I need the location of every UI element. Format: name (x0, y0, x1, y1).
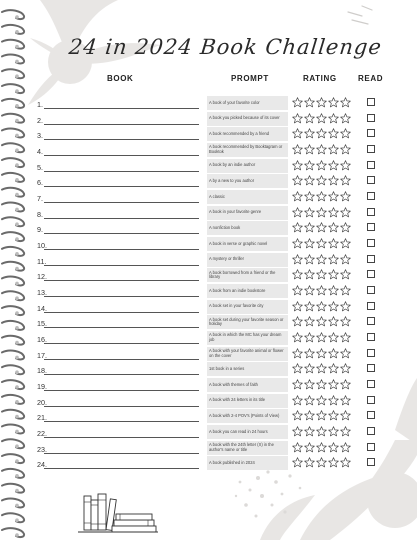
prompt-cell: A nonfiction book (207, 221, 288, 235)
star-outline-icon[interactable] (304, 363, 315, 374)
rating-stars (292, 316, 351, 328)
spiral-loop (2, 10, 24, 19)
rating-stars (292, 410, 351, 422)
table-row (0, 190, 417, 205)
table-row (0, 425, 417, 440)
rating-stars (292, 395, 351, 407)
book-title-line[interactable] (44, 249, 199, 250)
star-outline-icon[interactable] (340, 442, 351, 453)
star-outline-icon[interactable] (292, 191, 303, 202)
star-outline-icon[interactable] (304, 269, 315, 280)
book-title-line[interactable] (44, 155, 199, 156)
book-title-line[interactable] (44, 280, 199, 281)
book-title-line[interactable] (44, 124, 199, 125)
prompt-cell: A book you picked because of its cover (207, 112, 288, 126)
star-outline-icon[interactable] (316, 332, 327, 343)
read-checkbox[interactable] (367, 411, 375, 419)
star-outline-icon[interactable] (316, 207, 327, 218)
star-outline-icon[interactable] (328, 379, 339, 390)
star-outline-icon[interactable] (304, 175, 315, 186)
star-outline-icon[interactable] (292, 113, 303, 124)
star-outline-icon[interactable] (340, 410, 351, 421)
spiral-loop (2, 499, 24, 508)
prompt-cell: A book in your favorite genre (207, 206, 288, 220)
read-checkbox[interactable] (367, 364, 375, 372)
star-outline-icon[interactable] (328, 128, 339, 139)
star-outline-icon[interactable] (316, 254, 327, 265)
prompt-cell: A book with themes of faith (207, 378, 288, 392)
spiral-loop (2, 528, 24, 537)
star-outline-icon[interactable] (316, 175, 327, 186)
prompt-cell: A book set in your favorite city (207, 300, 288, 314)
star-outline-icon[interactable] (340, 238, 351, 249)
row-number: 24. (37, 460, 47, 470)
row-number: 20. (37, 397, 47, 407)
star-outline-icon[interactable] (292, 285, 303, 296)
star-outline-icon[interactable] (304, 426, 315, 437)
book-title-line[interactable] (44, 406, 199, 407)
star-outline-icon[interactable] (340, 379, 351, 390)
header-read: READ (358, 74, 384, 83)
star-outline-icon[interactable] (304, 207, 315, 218)
star-outline-icon[interactable] (304, 285, 315, 296)
star-outline-icon[interactable] (292, 410, 303, 421)
rating-stars (292, 457, 351, 469)
star-outline-icon[interactable] (328, 238, 339, 249)
star-outline-icon[interactable] (292, 379, 303, 390)
star-outline-icon[interactable] (328, 144, 339, 155)
book-title-line[interactable] (44, 202, 199, 203)
rating-stars (292, 128, 351, 140)
star-outline-icon[interactable] (292, 269, 303, 280)
book-title-line[interactable] (44, 421, 199, 422)
star-outline-icon[interactable] (304, 301, 315, 312)
prompt-cell: A book in which the MC has your dream job (207, 331, 288, 345)
table-row (0, 127, 417, 142)
star-outline-icon[interactable] (304, 144, 315, 155)
star-outline-icon[interactable] (304, 457, 315, 468)
read-checkbox[interactable] (367, 239, 375, 247)
book-title-line[interactable] (44, 453, 199, 454)
star-outline-icon[interactable] (316, 363, 327, 374)
star-outline-icon[interactable] (316, 160, 327, 171)
rating-stars (292, 113, 351, 125)
row-number: 18. (37, 366, 47, 376)
spiral-loop (2, 55, 24, 64)
read-checkbox[interactable] (367, 98, 375, 106)
table-row (0, 96, 417, 111)
row-number: 16. (37, 334, 47, 344)
star-outline-icon[interactable] (316, 144, 327, 155)
read-checkbox[interactable] (367, 145, 375, 153)
prompt-cell: 1st book in a series (207, 362, 288, 376)
star-outline-icon[interactable] (328, 113, 339, 124)
rating-stars (292, 222, 351, 234)
star-outline-icon[interactable] (292, 207, 303, 218)
star-outline-icon[interactable] (340, 332, 351, 343)
star-outline-icon[interactable] (328, 363, 339, 374)
table-row (0, 221, 417, 236)
table-row (0, 159, 417, 174)
star-outline-icon[interactable] (340, 363, 351, 374)
prompt-cell: A book in verse or graphic novel (207, 237, 288, 251)
star-outline-icon[interactable] (316, 348, 327, 359)
star-outline-icon[interactable] (328, 301, 339, 312)
row-number: 21. (37, 413, 47, 423)
read-checkbox[interactable] (367, 302, 375, 310)
rating-stars (292, 160, 351, 172)
rating-stars (292, 332, 351, 344)
table-row (0, 456, 417, 471)
star-outline-icon[interactable] (340, 97, 351, 108)
star-outline-icon[interactable] (304, 113, 315, 124)
read-checkbox[interactable] (367, 317, 375, 325)
spiral-loop (2, 484, 24, 493)
table-row (0, 143, 417, 158)
star-outline-icon[interactable] (316, 238, 327, 249)
header-book: BOOK (107, 74, 134, 83)
row-number: 3. (37, 131, 43, 141)
row-number: 8. (37, 209, 43, 219)
table-row (0, 112, 417, 127)
read-checkbox[interactable] (367, 208, 375, 216)
prompt-cell: A book published in 2024 (207, 456, 288, 470)
star-outline-icon[interactable] (316, 97, 327, 108)
read-checkbox[interactable] (367, 396, 375, 404)
table-row (0, 174, 417, 189)
book-title-line[interactable] (44, 343, 199, 344)
rating-stars (292, 442, 351, 454)
header-prompt: PROMPT (231, 74, 269, 83)
prompt-cell: A book from an indie bookstore (207, 284, 288, 298)
star-outline-icon[interactable] (292, 426, 303, 437)
row-number: 23. (37, 444, 47, 454)
header-rating: RATING (303, 74, 337, 83)
star-outline-icon[interactable] (316, 316, 327, 327)
prompt-cell: A mystery or thriller (207, 253, 288, 267)
row-number: 12. (37, 272, 47, 282)
column-headers (0, 74, 417, 88)
star-outline-icon[interactable] (304, 128, 315, 139)
star-outline-icon[interactable] (340, 285, 351, 296)
star-outline-icon[interactable] (328, 269, 339, 280)
read-checkbox[interactable] (367, 270, 375, 278)
star-outline-icon[interactable] (328, 175, 339, 186)
table-row (0, 206, 417, 221)
read-checkbox[interactable] (367, 176, 375, 184)
book-title-line[interactable] (44, 437, 199, 438)
prompt-cell: A classic (207, 190, 288, 204)
star-outline-icon[interactable] (328, 348, 339, 359)
star-outline-icon[interactable] (304, 191, 315, 202)
star-outline-icon[interactable] (292, 395, 303, 406)
star-outline-icon[interactable] (292, 457, 303, 468)
star-outline-icon[interactable] (328, 426, 339, 437)
spiral-loop (2, 40, 24, 49)
stacked-books-illustration (78, 490, 158, 535)
star-outline-icon[interactable] (340, 207, 351, 218)
star-outline-icon[interactable] (292, 348, 303, 359)
star-outline-icon[interactable] (328, 254, 339, 265)
star-outline-icon[interactable] (316, 410, 327, 421)
star-outline-icon[interactable] (304, 222, 315, 233)
star-outline-icon[interactable] (316, 269, 327, 280)
rating-stars (292, 175, 351, 187)
book-title-line[interactable] (44, 218, 199, 219)
table-row (0, 237, 417, 252)
star-outline-icon[interactable] (316, 222, 327, 233)
star-outline-icon[interactable] (328, 442, 339, 453)
row-number: 9. (37, 225, 43, 235)
rating-stars (292, 144, 351, 156)
star-outline-icon[interactable] (340, 222, 351, 233)
row-number: 7. (37, 193, 43, 203)
star-outline-icon[interactable] (316, 191, 327, 202)
row-number: 17. (37, 350, 47, 360)
star-outline-icon[interactable] (328, 160, 339, 171)
star-outline-icon[interactable] (340, 269, 351, 280)
book-title-line[interactable] (44, 374, 199, 375)
star-outline-icon[interactable] (328, 332, 339, 343)
star-outline-icon[interactable] (340, 316, 351, 327)
book-title-line[interactable] (44, 327, 199, 328)
read-checkbox[interactable] (367, 161, 375, 169)
star-outline-icon[interactable] (316, 301, 327, 312)
prompt-cell: A book with 24 letters in its title (207, 394, 288, 408)
prompt-cell: A book borrowed from a friend or the library (207, 268, 288, 282)
star-outline-icon[interactable] (340, 457, 351, 468)
star-outline-icon[interactable] (292, 97, 303, 108)
star-outline-icon[interactable] (340, 395, 351, 406)
row-number: 1. (37, 100, 43, 109)
star-outline-icon[interactable] (292, 238, 303, 249)
table-row (0, 331, 417, 346)
read-checkbox[interactable] (367, 427, 375, 435)
prompt-cell: A book you can read in 24 hours (207, 425, 288, 439)
row-number: 11. (37, 256, 47, 266)
star-outline-icon[interactable] (304, 410, 315, 421)
book-title-line[interactable] (44, 390, 199, 391)
table-row (0, 409, 417, 424)
row-number: 15. (37, 319, 47, 329)
star-outline-icon[interactable] (340, 254, 351, 265)
star-outline-icon[interactable] (340, 301, 351, 312)
rating-stars (292, 254, 351, 266)
prompt-cell: A book with 2-4 POV's (Points of View) (207, 409, 288, 423)
table-row (0, 441, 417, 456)
read-checkbox[interactable] (367, 443, 375, 451)
star-outline-icon[interactable] (316, 457, 327, 468)
prompt-cell: A book with the 24th letter (X) in the author's name or title (207, 441, 288, 455)
read-checkbox[interactable] (367, 458, 375, 466)
star-outline-icon[interactable] (316, 128, 327, 139)
read-checkbox[interactable] (367, 192, 375, 200)
star-outline-icon[interactable] (328, 285, 339, 296)
table-row (0, 268, 417, 283)
prompt-cell: A book set during your favorite season or holiday (207, 315, 288, 329)
book-title-line[interactable] (44, 265, 199, 266)
star-outline-icon[interactable] (292, 160, 303, 171)
star-outline-icon[interactable] (316, 285, 327, 296)
star-outline-icon[interactable] (340, 160, 351, 171)
book-title-line[interactable] (44, 108, 199, 109)
star-outline-icon[interactable] (316, 426, 327, 437)
star-outline-icon[interactable] (292, 144, 303, 155)
rating-stars (292, 238, 351, 250)
star-outline-icon[interactable] (292, 332, 303, 343)
challenge-list (0, 96, 417, 472)
star-outline-icon[interactable] (304, 379, 315, 390)
star-outline-icon[interactable] (328, 207, 339, 218)
star-outline-icon[interactable] (304, 442, 315, 453)
read-checkbox[interactable] (367, 349, 375, 357)
star-outline-icon[interactable] (304, 316, 315, 327)
star-outline-icon[interactable] (340, 175, 351, 186)
star-outline-icon[interactable] (292, 175, 303, 186)
star-outline-icon[interactable] (328, 395, 339, 406)
star-outline-icon[interactable] (328, 410, 339, 421)
star-outline-icon[interactable] (328, 191, 339, 202)
prompt-cell: A book of your favorite color (207, 96, 288, 110)
star-outline-icon[interactable] (328, 222, 339, 233)
star-outline-icon[interactable] (304, 332, 315, 343)
star-outline-icon[interactable] (292, 442, 303, 453)
star-outline-icon[interactable] (316, 379, 327, 390)
read-checkbox[interactable] (367, 129, 375, 137)
star-outline-icon[interactable] (340, 113, 351, 124)
prompt-cell: A book by an indie author (207, 159, 288, 173)
star-outline-icon[interactable] (292, 254, 303, 265)
row-number: 22. (37, 428, 47, 438)
book-title-line[interactable] (44, 359, 199, 360)
rating-stars (292, 285, 351, 297)
row-number: 5. (37, 162, 43, 172)
spiral-loop (2, 513, 24, 522)
table-row (0, 347, 417, 362)
table-row (0, 362, 417, 377)
row-number: 13. (37, 287, 47, 297)
book-title-line[interactable] (44, 139, 199, 140)
star-outline-icon[interactable] (340, 144, 351, 155)
row-number: 19. (37, 381, 47, 391)
star-outline-icon[interactable] (316, 442, 327, 453)
rating-stars (292, 363, 351, 375)
spiral-loop (2, 25, 24, 34)
prompt-cell: A book recommended by a friend (207, 127, 288, 141)
star-outline-icon[interactable] (316, 395, 327, 406)
row-number: 10. (37, 240, 47, 250)
prompt-cell: A book recommended by Booktagram or Booktok (207, 143, 288, 157)
star-outline-icon[interactable] (328, 97, 339, 108)
rating-stars (292, 379, 351, 391)
book-title-line[interactable] (44, 171, 199, 172)
star-outline-icon[interactable] (304, 348, 315, 359)
book-title-line[interactable] (44, 186, 199, 187)
star-outline-icon[interactable] (316, 113, 327, 124)
star-outline-icon[interactable] (292, 316, 303, 327)
read-checkbox[interactable] (367, 223, 375, 231)
row-number: 4. (37, 146, 43, 156)
star-outline-icon[interactable] (340, 426, 351, 437)
star-outline-icon[interactable] (328, 316, 339, 327)
star-outline-icon[interactable] (340, 128, 351, 139)
rating-stars (292, 426, 351, 438)
table-row (0, 315, 417, 330)
book-title-line[interactable] (44, 233, 199, 234)
rating-stars (292, 301, 351, 313)
table-row (0, 394, 417, 409)
table-row (0, 253, 417, 268)
read-checkbox[interactable] (367, 333, 375, 341)
book-title-line[interactable] (44, 296, 199, 297)
read-checkbox[interactable] (367, 380, 375, 388)
row-number: 6. (37, 178, 43, 188)
star-outline-icon[interactable] (292, 301, 303, 312)
book-title-line[interactable] (44, 312, 199, 313)
prompt-cell: A by a new to you author (207, 174, 288, 188)
table-row (0, 284, 417, 299)
read-checkbox[interactable] (367, 114, 375, 122)
table-row (0, 378, 417, 393)
row-number: 14. (37, 303, 47, 313)
row-number: 2. (37, 115, 43, 125)
star-outline-icon[interactable] (340, 191, 351, 202)
star-outline-icon[interactable] (304, 395, 315, 406)
star-outline-icon[interactable] (292, 128, 303, 139)
star-outline-icon[interactable] (292, 222, 303, 233)
star-outline-icon[interactable] (304, 160, 315, 171)
star-outline-icon[interactable] (340, 348, 351, 359)
star-outline-icon[interactable] (328, 457, 339, 468)
star-outline-icon[interactable] (304, 254, 315, 265)
rating-stars (292, 191, 351, 203)
page-title: 24 in 2024 Book Challenge (67, 35, 384, 59)
read-checkbox[interactable] (367, 286, 375, 294)
prompt-cell: A book with your favorite animal or flower on the cover (207, 347, 288, 361)
star-outline-icon[interactable] (304, 238, 315, 249)
rating-stars (292, 207, 351, 219)
book-title-line[interactable] (44, 468, 199, 469)
rating-stars (292, 269, 351, 281)
star-outline-icon[interactable] (292, 363, 303, 374)
rating-stars (292, 348, 351, 360)
rating-stars (292, 97, 351, 109)
table-row (0, 300, 417, 315)
star-outline-icon[interactable] (304, 97, 315, 108)
read-checkbox[interactable] (367, 255, 375, 263)
